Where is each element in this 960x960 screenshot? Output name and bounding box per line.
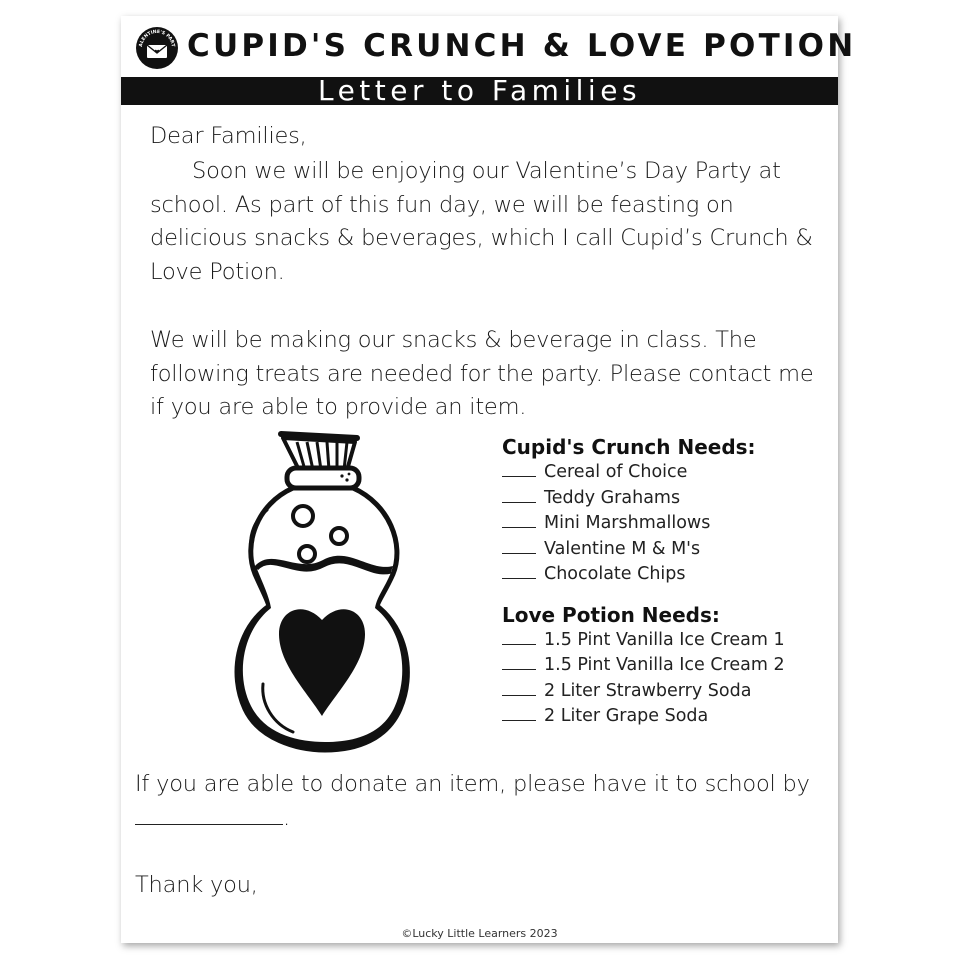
donate-instructions <box>135 768 835 835</box>
page-title: CUPID'S CRUNCH & LOVE POTION <box>187 28 857 64</box>
needs-lists <box>502 434 822 730</box>
crunch-item-label: Valentine M & M's <box>544 538 701 559</box>
love-potion-heading: Love Potion Needs: <box>502 602 720 627</box>
signup-blank[interactable] <box>502 511 536 528</box>
love-potion-bottle-icon <box>227 424 417 754</box>
crunch-item <box>502 562 822 588</box>
signup-blank[interactable] <box>502 562 536 579</box>
letter-paragraph-1 <box>150 155 830 290</box>
letter-closing: Thank you, <box>135 872 258 898</box>
header <box>121 16 857 76</box>
cupids-crunch-heading: Cupid's Crunch Needs: <box>502 435 756 459</box>
donate-text: If you are able to donate an item, please have it to school by <box>135 771 810 797</box>
date-blank[interactable] <box>135 802 283 825</box>
signup-blank[interactable] <box>502 653 536 670</box>
signup-blank[interactable] <box>502 704 536 721</box>
signup-blank[interactable] <box>502 679 536 696</box>
potion-item <box>502 653 822 679</box>
crunch-item <box>502 511 822 537</box>
crunch-item-label: Cereal of Choice <box>544 462 688 482</box>
copyright-footer: ©Lucky Little Learners 2023 <box>401 927 558 940</box>
donate-period: . <box>283 804 290 831</box>
potion-item-label: 2 Liter Strawberry Soda <box>544 680 752 701</box>
crunch-item <box>502 460 822 486</box>
logo-badge-text: ALENTINE'S PART <box>138 29 176 48</box>
potion-item <box>502 628 822 654</box>
letter-greeting: Dear Families, <box>150 123 307 149</box>
potion-item-label: 1.5 Pint Vanilla Ice Cream 1 <box>544 629 785 650</box>
crunch-item <box>502 486 822 512</box>
worksheet-page <box>121 16 857 943</box>
potion-item-label: 2 Liter Grape Soda <box>544 706 709 726</box>
potion-item <box>502 704 822 730</box>
signup-blank[interactable] <box>502 537 536 554</box>
signup-blank[interactable] <box>502 460 536 477</box>
crunch-item <box>502 537 822 563</box>
signup-blank[interactable] <box>502 486 536 503</box>
signup-blank[interactable] <box>502 628 536 645</box>
letter-paragraph-2: We will be making our snacks & beverage in class. The following treats are needed for the party. Please contact me if you are able to provide an item. <box>150 327 814 421</box>
crunch-item-label: Chocolate Chips <box>544 564 686 584</box>
crunch-item-label: Teddy Grahams <box>544 487 681 508</box>
paragraph-1-text: Soon we will be enjoying our Valentine’s Day Party at school. As part of this fun day, we will be feasting on delicious snacks & beverages, which I call Cupid’s Crunch & Love Potion. <box>150 158 813 286</box>
subtitle-banner <box>121 74 838 107</box>
banner-title: Letter to Families <box>317 74 642 107</box>
potion-item-label: 1.5 Pint Vanilla Ice Cream 2 <box>544 655 785 675</box>
crunch-item-label: Mini Marshmallows <box>544 513 711 533</box>
potion-item <box>502 679 822 705</box>
envelope-logo-icon <box>135 26 179 70</box>
